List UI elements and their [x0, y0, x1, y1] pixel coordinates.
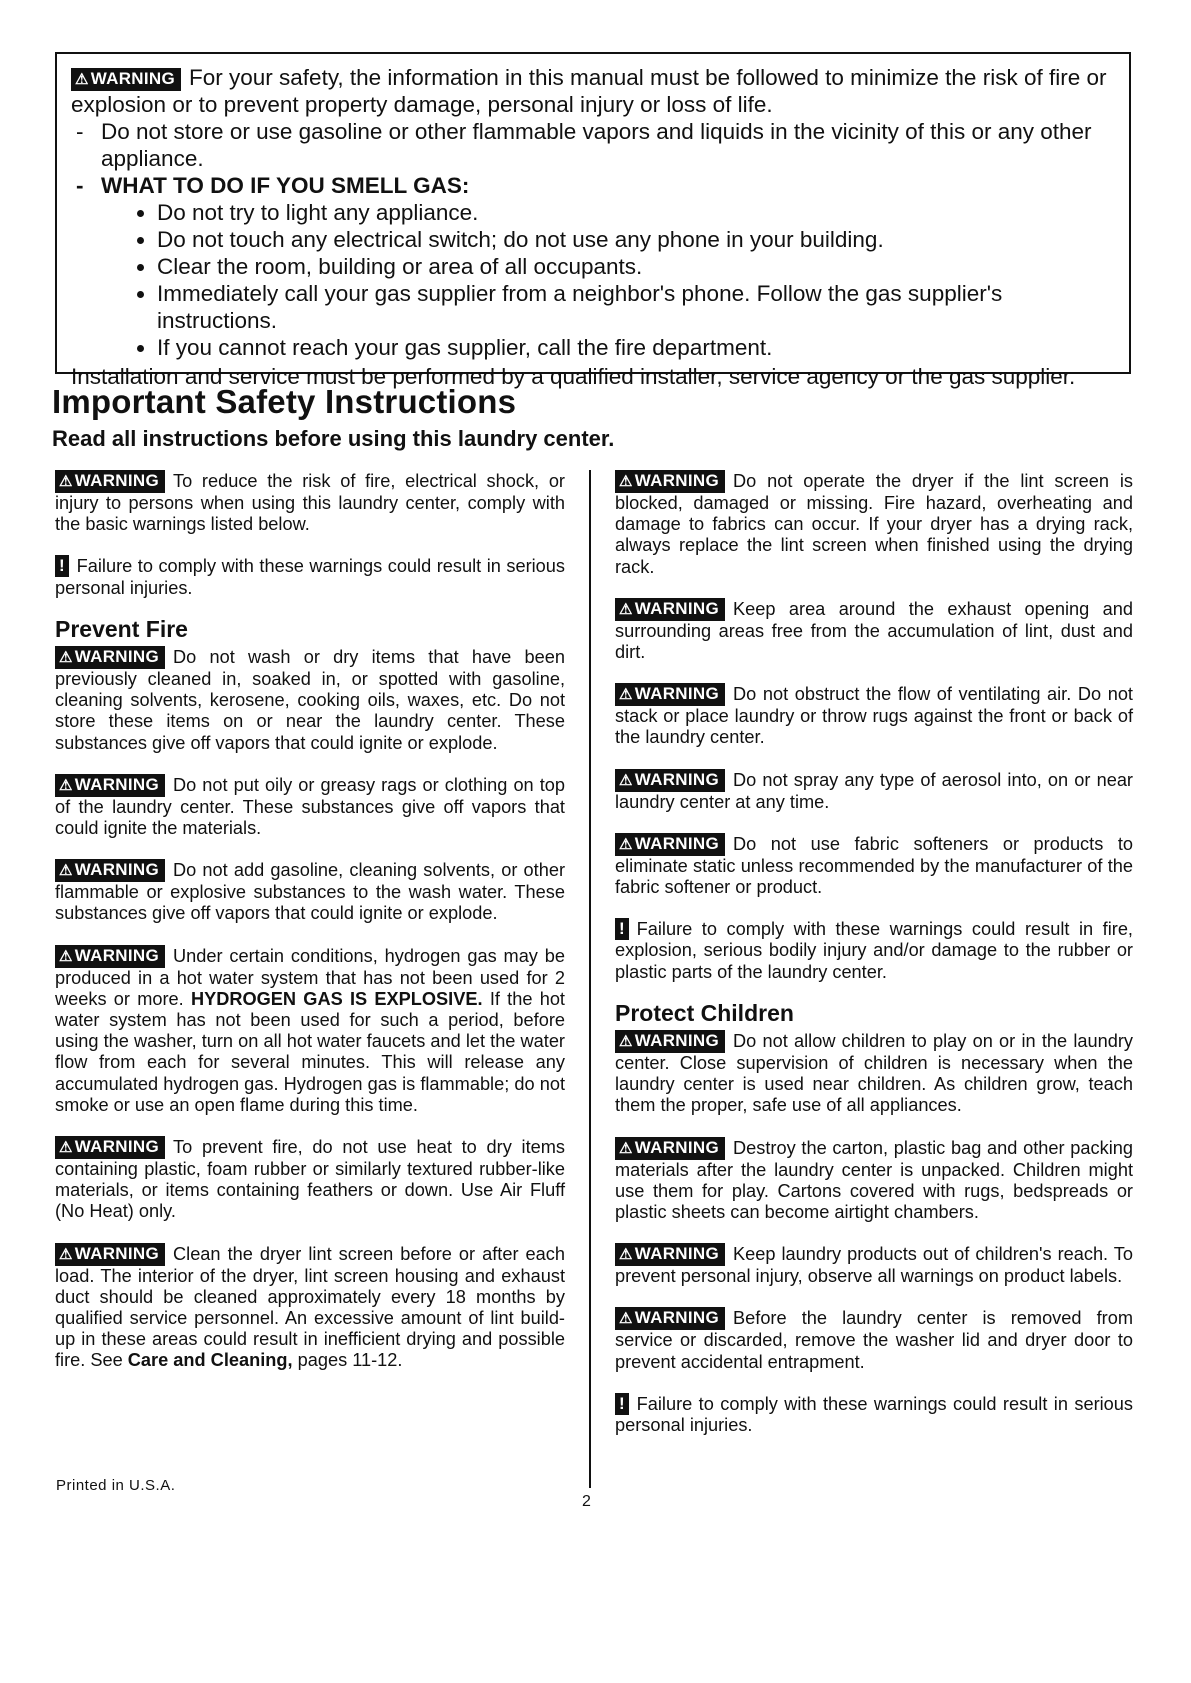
- warning-badge: ⚠ WARNING: [71, 68, 181, 91]
- warning-triangle-icon: ⚠: [619, 686, 633, 704]
- warning-paragraph: ⚠ WARNING Clean the dryer lint screen before or after each load. The interior of the dryer, lint screen housing and exhaust duct should be cleaned approximately every 18 months by qualified service personnel. An excessive amount of lint build-up in these areas could result in inefficient drying and possible fire. See Care and Cleaning, pages 11-12.: [55, 1243, 565, 1371]
- warning-badge: ⚠ WARNING: [615, 598, 725, 621]
- caution-icon: !: [615, 918, 629, 940]
- list-item: • Clear the room, building or area of all occupants.: [157, 253, 1109, 280]
- warning-triangle-icon: ⚠: [619, 1033, 633, 1051]
- warning-triangle-icon: ⚠: [75, 71, 89, 88]
- warning-paragraph: ⚠ WARNING Do not spray any type of aerosol into, on or near laundry center at any time.: [615, 769, 1133, 812]
- warning-paragraph: ⚠ WARNING To prevent fire, do not use heat to dry items containing plastic, foam rubber or similarly textured rubber-like materials, or items containing feathers or down. Use Air Fluff (No Heat) only.: [55, 1137, 565, 1222]
- warning-badge: ⚠ WARNING: [55, 945, 165, 968]
- warning-triangle-icon: ⚠: [619, 771, 633, 789]
- printed-in-note: Printed in U.S.A.: [56, 1477, 176, 1494]
- warning-paragraph: ⚠ WARNING Do not allow children to play on or in the laundry center. Close supervision of children is necessary when the laundry center is used near children. As children grow, teach them the proper, safe use of all appliances.: [615, 1031, 1133, 1116]
- intro-caution: ! Failure to comply with these warnings could result in serious personal injuries.: [55, 556, 565, 598]
- warning-triangle-icon: ⚠: [619, 473, 633, 490]
- warning-triangle-icon: ⚠: [59, 473, 73, 490]
- warning-triangle-icon: ⚠: [59, 947, 73, 965]
- warning-badge: ⚠ WARNING: [615, 833, 725, 856]
- warning-badge: ⚠ WARNING: [55, 470, 165, 493]
- caution-icon: !: [55, 555, 69, 577]
- warning-triangle-icon: ⚠: [619, 835, 633, 853]
- warning-paragraph: ⚠ WARNING Do not operate the dryer if the lint screen is blocked, damaged or missing. Fire hazard, overheating and damage to fabrics can occur. If your dryer has a drying rack, always replace the lint screen when finished using the drying rack.: [615, 471, 1133, 577]
- warning-paragraph: ⚠ WARNING Under certain conditions, hydrogen gas may be produced in a hot water system that has not been used for 2 weeks or more. HYDROGEN GAS IS EXPLOSIVE. If the hot water system has not been used for such a period, before using the washer, turn on all hot water faucets and let the water flow from each for several minutes. This will release any accumulated hydrogen gas. Hydrogen gas is flammable; do not smoke or use an open flame during this time.: [55, 945, 565, 1115]
- caution-icon: !: [615, 1393, 629, 1415]
- warning-paragraph: ⚠ WARNING Before the laundry center is removed from service or discarded, remove the washer lid and dryer door to prevent accidental entrapment.: [615, 1308, 1133, 1372]
- warning-paragraph: ⚠ WARNING Keep laundry products out of children's reach. To prevent personal injury, observe all warnings on product labels.: [615, 1244, 1133, 1287]
- smell-gas-list: [71, 199, 1109, 361]
- warning-triangle-icon: ⚠: [619, 1310, 633, 1328]
- warning-badge: ⚠ WARNING: [55, 1243, 165, 1266]
- caution-paragraph: ! Failure to comply with these warnings could result in fire, explosion, serious bodily injury and/or damage to the rubber or plastic parts of the laundry center.: [615, 919, 1133, 982]
- intro-warning: ⚠ WARNING To reduce the risk of fire, electrical shock, or injury to persons when using this laundry center, comply with the basic warnings listed below.: [55, 471, 565, 535]
- warning-paragraph: ⚠ WARNING Do not put oily or greasy rags or clothing on top of the laundry center. These substances give off vapors that could ignite the materials.: [55, 774, 565, 839]
- column-divider: [589, 470, 591, 1488]
- left-column: [55, 470, 565, 1392]
- page-subtitle: Read all instructions before using this laundry center.: [52, 426, 615, 451]
- warning-badge: ⚠ WARNING: [615, 683, 725, 706]
- top-intro: ⚠ WARNING For your safety, the information in this manual must be followed to minimize the risk of fire or explosion or to prevent property damage, personal injury or loss of life.: [71, 65, 1107, 117]
- warning-badge: ⚠ WARNING: [615, 769, 725, 792]
- list-item: • Immediately call your gas supplier from a neighbor's phone. Follow the gas supplier's instructions.: [157, 280, 1109, 334]
- warning-triangle-icon: ⚠: [59, 776, 73, 794]
- smell-gas-heading: - WHAT TO DO IF YOU SMELL GAS:: [71, 172, 1109, 199]
- list-item: • If you cannot reach your gas supplier, call the fire department.: [157, 334, 1109, 361]
- caution-paragraph: ! Failure to comply with these warnings could result in serious personal injuries.: [615, 1393, 1133, 1436]
- installation-note: Installation and service must be performed by a qualified installer, service agency or the gas supplier.: [71, 364, 1076, 389]
- warning-paragraph: ⚠ WARNING Do not use fabric softeners or products to eliminate static unless recommended by the manufacturer of the fabric softener or product.: [615, 833, 1133, 898]
- warning-triangle-icon: ⚠: [619, 1139, 633, 1157]
- warning-paragraph: ⚠ WARNING Do not obstruct the flow of ventilating air. Do not stack or place laundry or throw rugs against the front or back of the laundry center.: [615, 684, 1133, 748]
- warning-badge: ⚠ WARNING: [615, 1243, 725, 1266]
- prevent-fire-heading: Prevent Fire: [55, 615, 188, 642]
- warning-triangle-icon: ⚠: [619, 1246, 633, 1264]
- warning-badge: ⚠ WARNING: [615, 1307, 725, 1330]
- warning-badge: ⚠ WARNING: [55, 859, 165, 882]
- warning-paragraph: ⚠ WARNING Do not wash or dry items that have been previously cleaned in, soaked in, or spotted with gasoline, cleaning solvents, kerosene, cooking oils, waxes, etc. Do not store these items on or near the laundry center. These substances give off vapors that could ignite or explode.: [55, 647, 565, 753]
- warning-badge: ⚠ WARNING: [55, 646, 165, 669]
- list-item: • Do not try to light any appliance.: [157, 199, 1109, 226]
- warning-badge: ⚠ WARNING: [55, 1136, 165, 1159]
- warning-badge: ⚠ WARNING: [615, 470, 725, 493]
- warning-triangle-icon: ⚠: [59, 1139, 73, 1157]
- top-item-gasoline: - Do not store or use gasoline or other flammable vapors and liquids in the vicinity of this or any other appliance.: [71, 118, 1109, 172]
- page-number: 2: [582, 1493, 591, 1510]
- warning-paragraph: ⚠ WARNING Keep area around the exhaust opening and surrounding areas free from the accumulation of lint, dust and dirt.: [615, 598, 1133, 663]
- protect-children-heading: Protect Children: [615, 999, 794, 1026]
- warning-triangle-icon: ⚠: [59, 862, 73, 880]
- page-title: Important Safety Instructions: [52, 383, 517, 420]
- warning-triangle-icon: ⚠: [59, 649, 73, 667]
- warning-badge: ⚠ WARNING: [55, 774, 165, 797]
- warning-paragraph: ⚠ WARNING Destroy the carton, plastic bag and other packing materials after the laundry center is unpacked. Children might use them for play. Cartons covered with rugs, bedspreads or plastic sheets can become airtight chambers.: [615, 1137, 1133, 1223]
- list-item: • Do not touch any electrical switch; do not use any phone in your building.: [157, 226, 1109, 253]
- warning-badge: ⚠ WARNING: [615, 1030, 725, 1053]
- warning-paragraph: ⚠ WARNING Do not add gasoline, cleaning solvents, or other flammable or explosive substances to the wash water. These substances give off vapors that could ignite or explode.: [55, 860, 565, 924]
- safety-warning-box: [55, 52, 1131, 389]
- right-column: [615, 470, 1133, 1456]
- warning-triangle-icon: ⚠: [59, 1245, 73, 1263]
- warning-triangle-icon: ⚠: [619, 600, 633, 618]
- warning-badge: ⚠ WARNING: [615, 1137, 725, 1160]
